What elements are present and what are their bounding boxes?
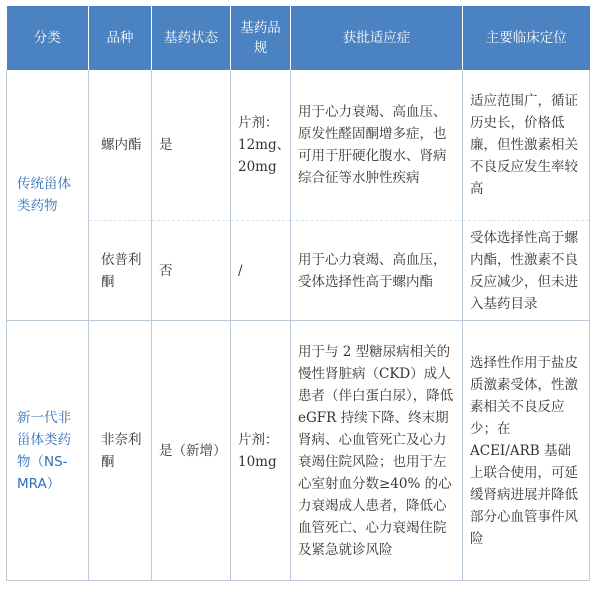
indication-cell: 用于心力衰竭、高血压，受体选择性高于螺内酯: [291, 220, 463, 320]
drug-name-cell: 非奈利酮: [89, 321, 152, 581]
spec-cell: 片剂：10mg: [231, 321, 291, 581]
spec-cell: 片剂：12mg、20mg: [231, 70, 291, 220]
header-essential-spec: 基药品规: [231, 6, 291, 70]
positioning-cell: 选择性作用于盐皮质激素受体，性激素相关不良反应少；在 ACEI/ARB 基础上联合使用，可延缓肾病进展并降低部分心血管事件风险: [463, 321, 590, 581]
header-positioning: 主要临床定位: [463, 6, 590, 70]
indication-cell: 用于心力衰竭、高血压、原发性醛固酮增多症，也可用于肝硬化腹水、肾病综合征等水肿性疾病: [291, 70, 463, 220]
table-row: [7, 70, 590, 220]
spec-cell: /: [231, 220, 291, 320]
status-cell: 是: [152, 70, 231, 220]
header-row: [7, 6, 590, 70]
header-category: 分类: [7, 6, 89, 70]
positioning-cell: 受体选择性高于螺内酯，性激素不良反应减少，但未进入基药目录: [463, 220, 590, 320]
status-cell: 否: [152, 220, 231, 320]
header-essential-status: 基药状态: [152, 6, 231, 70]
table-row: [7, 220, 590, 320]
positioning-cell: 适应范围广，循证历史长，价格低廉，但性激素相关不良反应发生率较高: [463, 70, 590, 220]
drug-name-cell: 螺内酯: [89, 70, 152, 220]
status-cell: 是（新增）: [152, 321, 231, 581]
header-indication: 获批适应症: [291, 6, 463, 70]
drug-name-cell: 依普利酮: [89, 220, 152, 320]
category-cell: 新一代非甾体类药物（NS-MRA）: [7, 321, 89, 581]
drug-comparison-table: [6, 6, 590, 581]
category-cell: 传统甾体类药物: [7, 70, 89, 321]
table-row: [7, 321, 590, 581]
header-drug: 品种: [89, 6, 152, 70]
indication-cell: 用于与 2 型糖尿病相关的慢性肾脏病（CKD）成人患者（伴白蛋白尿），降低 eGFR 持续下降、终末期肾病、心血管死亡及心力衰竭住院风险；也用于左心室射血分数≥40% 的心力衰竭成人患者，降低心血管死亡、心力衰竭住院及紧急就诊风险: [291, 321, 463, 581]
